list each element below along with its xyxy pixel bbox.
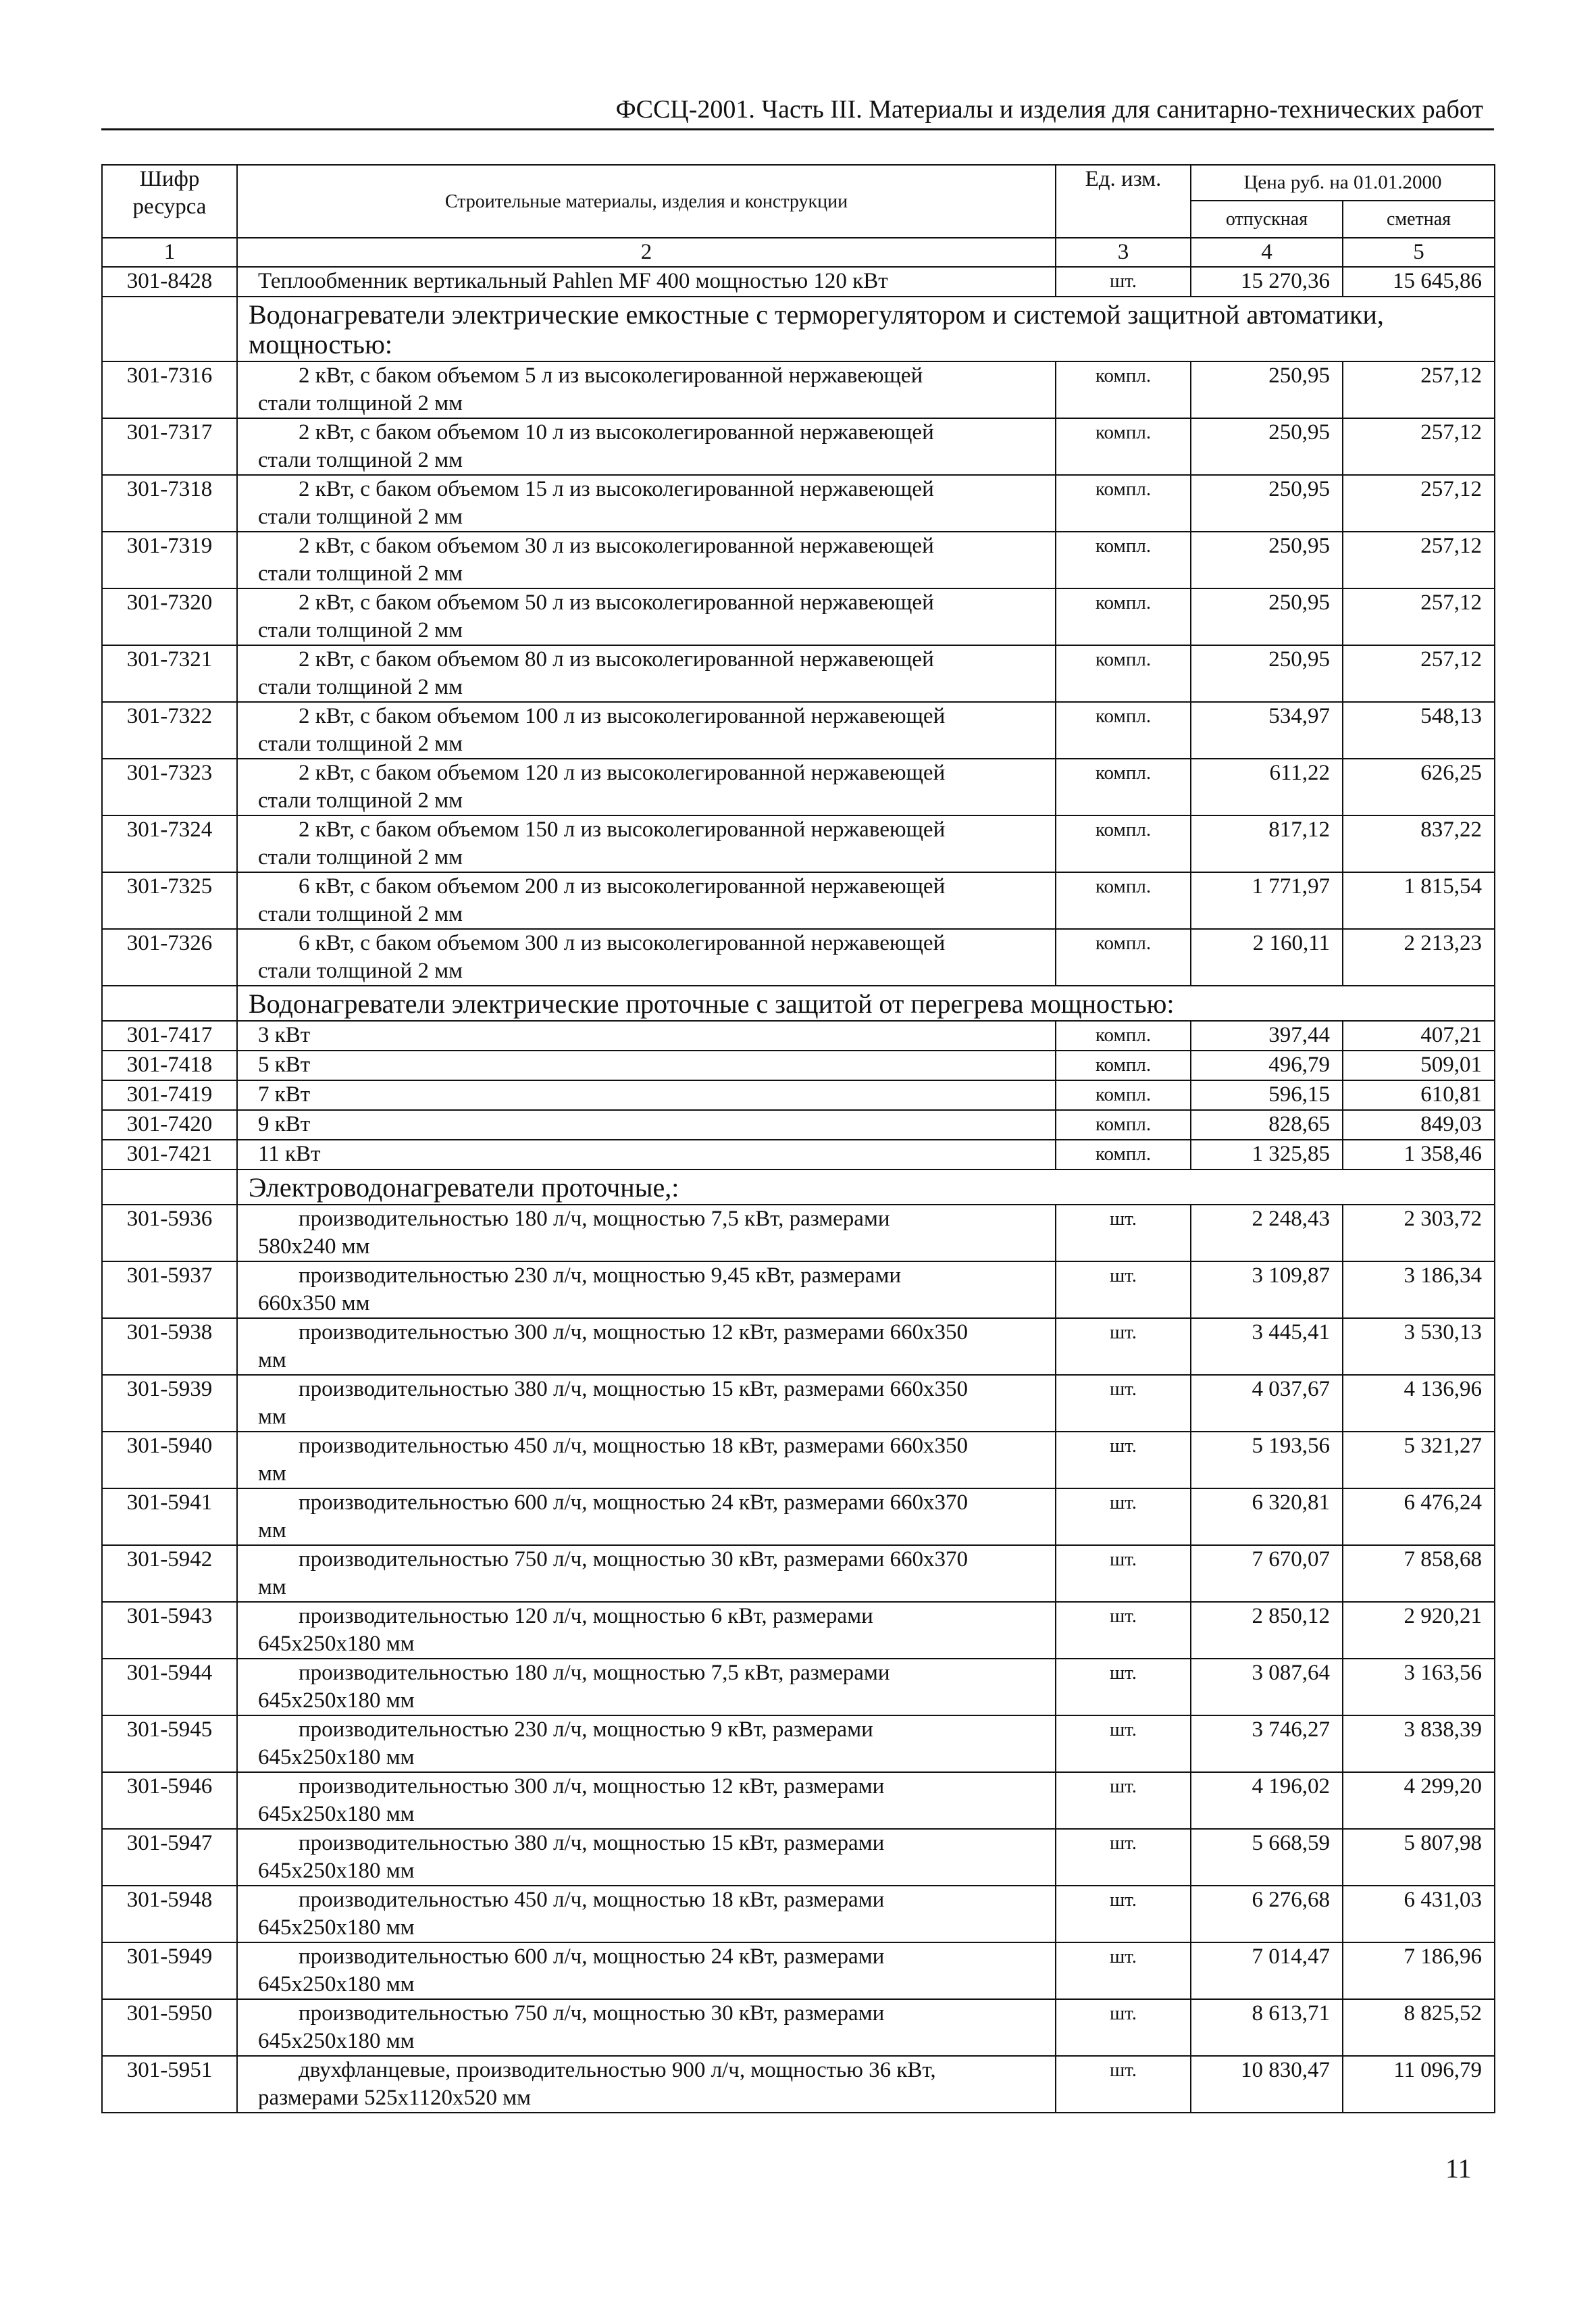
colnum-1: 1 (102, 238, 237, 267)
price-estimate: 8 825,52 (1343, 1999, 1495, 2056)
item-name-line1: 2 кВт, с баком объемом 5 л из высоколегированной нержавеющей (299, 363, 923, 388)
price-estimate: 1 815,54 (1343, 872, 1495, 929)
price-release: 2 248,43 (1191, 1205, 1343, 1261)
price-estimate: 4 299,20 (1343, 1772, 1495, 1829)
unit: компл. (1056, 475, 1191, 532)
resource-code: 301-5936 (102, 1205, 237, 1261)
item-name-line2: 645x250x180 мм (258, 1972, 415, 1996)
price-estimate: 11 096,79 (1343, 2056, 1495, 2113)
price-estimate: 15 645,86 (1343, 267, 1495, 297)
colnum-4: 4 (1191, 238, 1343, 267)
colnum-3: 3 (1056, 238, 1191, 267)
table-row (102, 1829, 1495, 1886)
unit: компл. (1056, 361, 1191, 418)
unit: шт. (1056, 1659, 1191, 1715)
resource-code: 301-7321 (102, 645, 237, 702)
item-name (237, 1051, 1056, 1080)
resource-code: 301-5940 (102, 1432, 237, 1488)
item-name (237, 1318, 1056, 1375)
resource-code: 301-5937 (102, 1261, 237, 1318)
price-release: 2 160,11 (1191, 929, 1343, 986)
price-estimate: 2 303,72 (1343, 1205, 1495, 1261)
price-release: 250,95 (1191, 418, 1343, 475)
price-estimate: 4 136,96 (1343, 1375, 1495, 1432)
price-estimate: 3 530,13 (1343, 1318, 1495, 1375)
price-estimate: 7 858,68 (1343, 1545, 1495, 1602)
item-name-line2: стали толщиной 2 мм (258, 448, 463, 472)
item-name (237, 588, 1056, 645)
item-name-line1: 3 кВт (258, 1023, 311, 1047)
table-row (102, 1021, 1495, 1051)
item-name-line2: стали толщиной 2 мм (258, 675, 463, 699)
header-unit: Ед. изм. (1056, 165, 1191, 238)
item-name-line2: 580x240 мм (258, 1234, 370, 1259)
table-row (102, 872, 1495, 929)
price-release: 817,12 (1191, 815, 1343, 872)
item-name (237, 475, 1056, 532)
item-name-line2: 645x250x180 мм (258, 1688, 415, 1713)
price-release: 828,65 (1191, 1110, 1343, 1140)
resource-code: 301-5945 (102, 1715, 237, 1772)
table-row (102, 475, 1495, 532)
item-name-line2: стали толщиной 2 мм (258, 618, 463, 643)
item-name-line1: производительностью 180 л/ч, мощностью 7,5 кВт, размерами (299, 1207, 890, 1231)
item-name-line2: 645x250x180 мм (258, 1859, 415, 1883)
price-estimate: 1 358,46 (1343, 1140, 1495, 1169)
price-release: 397,44 (1191, 1021, 1343, 1051)
item-name-line2: мм (258, 1518, 286, 1542)
section-code-cell (102, 1169, 237, 1205)
item-name-line2: 645x250x180 мм (258, 2029, 415, 2053)
section-row (102, 1169, 1495, 1205)
item-name-line1: 2 кВт, с баком объемом 10 л из высоколегированной нержавеющей (299, 420, 934, 445)
section-code-cell (102, 986, 237, 1021)
table-row (102, 1999, 1495, 2056)
section-title: Водонагреватели электрические емкостные с терморегулятором и системой защитной автоматики, мощностью: (237, 297, 1495, 361)
unit: компл. (1056, 702, 1191, 759)
table-row (102, 1110, 1495, 1140)
unit: шт. (1056, 1205, 1191, 1261)
table-row (102, 2056, 1495, 2113)
price-estimate: 6 431,03 (1343, 1886, 1495, 1942)
resource-code: 301-7317 (102, 418, 237, 475)
price-release: 10 830,47 (1191, 2056, 1343, 2113)
price-release: 15 270,36 (1191, 267, 1343, 297)
item-name-line1: 2 кВт, с баком объемом 50 л из высоколегированной нержавеющей (299, 590, 934, 615)
resource-code: 301-5942 (102, 1545, 237, 1602)
resource-code: 301-5948 (102, 1886, 237, 1942)
resource-code: 301-7323 (102, 759, 237, 815)
item-name-line2: 660x350 мм (258, 1291, 370, 1315)
item-name-line2: 645x250x180 мм (258, 1745, 415, 1769)
table-header-row (102, 165, 1495, 201)
resource-code: 301-5949 (102, 1942, 237, 1999)
item-name-line1: производительностью 750 л/ч, мощностью 30 кВт, размерами (299, 2001, 885, 2026)
resource-code: 301-7421 (102, 1140, 237, 1169)
table-row (102, 1432, 1495, 1488)
price-release: 250,95 (1191, 361, 1343, 418)
price-estimate: 257,12 (1343, 418, 1495, 475)
section-title: Электроводонагреватели проточные,: (237, 1169, 1495, 1205)
item-name-line1: 2 кВт, с баком объемом 150 л из высоколегированной нержавеющей (299, 818, 946, 842)
resource-code: 301-7420 (102, 1110, 237, 1140)
unit: шт. (1056, 1829, 1191, 1886)
table-row (102, 588, 1495, 645)
table-row (102, 1602, 1495, 1659)
section-row (102, 297, 1495, 361)
item-name-line1: 9 кВт (258, 1112, 311, 1136)
price-release: 3 746,27 (1191, 1715, 1343, 1772)
unit: шт. (1056, 2056, 1191, 2113)
unit: компл. (1056, 1021, 1191, 1051)
resource-code: 301-7326 (102, 929, 237, 986)
resource-code: 301-7325 (102, 872, 237, 929)
table-row (102, 1886, 1495, 1942)
item-name (237, 1545, 1056, 1602)
table-row (102, 1772, 1495, 1829)
unit: шт. (1056, 1772, 1191, 1829)
item-name-line2: стали толщиной 2 мм (258, 561, 463, 586)
item-name-line1: производительностью 230 л/ч, мощностью 9 кВт, размерами (299, 1717, 873, 1742)
resource-code: 301-5947 (102, 1829, 237, 1886)
item-name-line1: 2 кВт, с баком объемом 30 л из высоколегированной нержавеющей (299, 534, 934, 558)
unit: шт. (1056, 1545, 1191, 1602)
unit: компл. (1056, 1051, 1191, 1080)
item-name (237, 1140, 1056, 1169)
header-estimate: сметная (1343, 201, 1495, 238)
price-release: 2 850,12 (1191, 1602, 1343, 1659)
item-name-line2: размерами 525x1120x520 мм (258, 2086, 531, 2110)
colnum-5: 5 (1343, 238, 1495, 267)
item-name-line2: стали толщиной 2 мм (258, 845, 463, 870)
price-estimate: 548,13 (1343, 702, 1495, 759)
item-name-line2: мм (258, 1575, 286, 1599)
item-name-line1: производительностью 300 л/ч, мощностью 12 кВт, размерами 660x350 (299, 1320, 968, 1344)
price-release: 3 109,87 (1191, 1261, 1343, 1318)
price-estimate: 2 213,23 (1343, 929, 1495, 986)
item-name (237, 759, 1056, 815)
unit: компл. (1056, 1140, 1191, 1169)
price-estimate: 837,22 (1343, 815, 1495, 872)
item-name (237, 418, 1056, 475)
unit: шт. (1056, 1999, 1191, 2056)
price-estimate: 610,81 (1343, 1080, 1495, 1110)
item-name (237, 645, 1056, 702)
header-release: отпускная (1191, 201, 1343, 238)
price-table (101, 164, 1495, 2113)
item-name-line1: производительностью 450 л/ч, мощностью 18 кВт, размерами 660x350 (299, 1434, 968, 1458)
unit: шт. (1056, 1375, 1191, 1432)
resource-code: 301-5941 (102, 1488, 237, 1545)
item-name (237, 1432, 1056, 1488)
unit: шт. (1056, 1602, 1191, 1659)
table-row (102, 418, 1495, 475)
unit: компл. (1056, 588, 1191, 645)
unit: компл. (1056, 929, 1191, 986)
item-name-line1: производительностью 180 л/ч, мощностью 7,5 кВт, размерами (299, 1661, 890, 1685)
table-row (102, 1318, 1495, 1375)
section-row (102, 986, 1495, 1021)
header-code: Шифр ресурса (102, 165, 237, 238)
item-name-line1: производительностью 600 л/ч, мощностью 24 кВт, размерами (299, 1944, 885, 1969)
unit: шт. (1056, 1261, 1191, 1318)
price-release: 250,95 (1191, 475, 1343, 532)
price-release: 596,15 (1191, 1080, 1343, 1110)
item-name-line1: производительностью 450 л/ч, мощностью 18 кВт, размерами (299, 1888, 885, 1912)
resource-code: 301-5939 (102, 1375, 237, 1432)
item-name (237, 1080, 1056, 1110)
item-name-line2: стали толщиной 2 мм (258, 959, 463, 983)
resource-code: 301-7319 (102, 532, 237, 588)
item-name: Теплообменник вертикальный Pahlen MF 400 мощностью 120 кВт (237, 267, 1056, 297)
table-row (102, 1942, 1495, 1999)
price-estimate: 849,03 (1343, 1110, 1495, 1140)
unit: шт. (1056, 267, 1191, 297)
resource-code: 301-7418 (102, 1051, 237, 1080)
item-name (237, 1375, 1056, 1432)
resource-code: 301-5951 (102, 2056, 237, 2113)
item-name-line2: мм (258, 1405, 286, 1429)
unit: шт. (1056, 1488, 1191, 1545)
page-title: ФССЦ-2001. Часть III. Материалы и изделия для санитарно-технических работ (615, 95, 1483, 124)
unit: компл. (1056, 645, 1191, 702)
item-name-line1: 2 кВт, с баком объемом 120 л из высоколегированной нержавеющей (299, 761, 946, 785)
item-name (237, 361, 1056, 418)
price-estimate: 257,12 (1343, 645, 1495, 702)
item-name (237, 1110, 1056, 1140)
item-name-line1: производительностью 300 л/ч, мощностью 12 кВт, размерами (299, 1774, 885, 1799)
header-name: Строительные материалы, изделия и конструкции (237, 165, 1056, 238)
item-name-line2: стали толщиной 2 мм (258, 788, 463, 813)
table-row (102, 1375, 1495, 1432)
header-price: Цена руб. на 01.01.2000 (1191, 165, 1495, 201)
item-name-line1: производительностью 600 л/ч, мощностью 24 кВт, размерами 660x370 (299, 1490, 968, 1515)
item-name-line1: 11 кВт (258, 1142, 321, 1166)
section-title: Водонагреватели электрические проточные с защитой от перегрева мощностью: (237, 986, 1495, 1021)
item-name-line1: производительностью 230 л/ч, мощностью 9,45 кВт, размерами (299, 1263, 901, 1288)
item-name (237, 1205, 1056, 1261)
unit: компл. (1056, 1110, 1191, 1140)
resource-code: 301-5950 (102, 1999, 237, 2056)
price-release: 6 320,81 (1191, 1488, 1343, 1545)
price-estimate: 257,12 (1343, 361, 1495, 418)
table-row (102, 267, 1495, 297)
price-release: 7 670,07 (1191, 1545, 1343, 1602)
resource-code: 301-8428 (102, 267, 237, 297)
item-name (237, 872, 1056, 929)
item-name-line1: двухфланцевые, производительностью 900 л/ч, мощностью 36 кВт, (299, 2058, 936, 2082)
price-estimate: 3 163,56 (1343, 1659, 1495, 1715)
price-release: 8 613,71 (1191, 1999, 1343, 2056)
resource-code: 301-5944 (102, 1659, 237, 1715)
item-name-line2: мм (258, 1461, 286, 1486)
item-name (237, 1772, 1056, 1829)
price-release: 5 193,56 (1191, 1432, 1343, 1488)
item-name (237, 1021, 1056, 1051)
price-estimate: 5 807,98 (1343, 1829, 1495, 1886)
item-name-line1: 5 кВт (258, 1053, 311, 1077)
table-row (102, 1080, 1495, 1110)
price-release: 3 087,64 (1191, 1659, 1343, 1715)
page-header (101, 89, 1494, 130)
table-row (102, 1659, 1495, 1715)
unit: шт. (1056, 1942, 1191, 1999)
resource-code: 301-7322 (102, 702, 237, 759)
price-estimate: 626,25 (1343, 759, 1495, 815)
item-name-line1: 2 кВт, с баком объемом 15 л из высоколегированной нержавеющей (299, 477, 934, 501)
resource-code: 301-7324 (102, 815, 237, 872)
table-row (102, 361, 1495, 418)
price-release: 4 037,67 (1191, 1375, 1343, 1432)
item-name-line2: стали толщиной 2 мм (258, 732, 463, 756)
unit: шт. (1056, 1886, 1191, 1942)
price-estimate: 7 186,96 (1343, 1942, 1495, 1999)
item-name (237, 1886, 1056, 1942)
table-row (102, 1205, 1495, 1261)
item-name (237, 929, 1056, 986)
unit: компл. (1056, 815, 1191, 872)
table-row (102, 532, 1495, 588)
item-name-line2: стали толщиной 2 мм (258, 391, 463, 416)
item-name-line1: производительностью 380 л/ч, мощностью 15 кВт, размерами (299, 1831, 885, 1855)
table-row (102, 815, 1495, 872)
unit: шт. (1056, 1318, 1191, 1375)
price-estimate: 6 476,24 (1343, 1488, 1495, 1545)
table-row (102, 1715, 1495, 1772)
price-estimate: 509,01 (1343, 1051, 1495, 1080)
price-estimate: 257,12 (1343, 475, 1495, 532)
table-row (102, 759, 1495, 815)
price-release: 496,79 (1191, 1051, 1343, 1080)
unit: компл. (1056, 759, 1191, 815)
price-estimate: 3 838,39 (1343, 1715, 1495, 1772)
item-name-line2: 645x250x180 мм (258, 1802, 415, 1826)
item-name-line2: стали толщиной 2 мм (258, 902, 463, 926)
unit: компл. (1056, 872, 1191, 929)
item-name-line1: 6 кВт, с баком объемом 200 л из высоколегированной нержавеющей (299, 874, 946, 899)
item-name-line2: стали толщиной 2 мм (258, 505, 463, 529)
item-name-line1: 6 кВт, с баком объемом 300 л из высоколегированной нержавеющей (299, 931, 946, 955)
price-estimate: 2 920,21 (1343, 1602, 1495, 1659)
resource-code: 301-5938 (102, 1318, 237, 1375)
price-release: 5 668,59 (1191, 1829, 1343, 1886)
table-row (102, 1488, 1495, 1545)
item-name-line1: 2 кВт, с баком объемом 100 л из высоколегированной нержавеющей (299, 704, 946, 728)
table-row (102, 1261, 1495, 1318)
unit: шт. (1056, 1715, 1191, 1772)
unit: компл. (1056, 1080, 1191, 1110)
table-row (102, 1051, 1495, 1080)
table-row (102, 645, 1495, 702)
price-estimate: 257,12 (1343, 588, 1495, 645)
item-name-line1: производительностью 750 л/ч, мощностью 30 кВт, размерами 660x370 (299, 1547, 968, 1571)
resource-code: 301-5943 (102, 1602, 237, 1659)
item-name (237, 1488, 1056, 1545)
price-release: 7 014,47 (1191, 1942, 1343, 1999)
resource-code: 301-7316 (102, 361, 237, 418)
price-estimate: 3 186,34 (1343, 1261, 1495, 1318)
price-estimate: 257,12 (1343, 532, 1495, 588)
item-name-line2: мм (258, 1348, 286, 1372)
unit: компл. (1056, 418, 1191, 475)
price-estimate: 407,21 (1343, 1021, 1495, 1051)
item-name (237, 815, 1056, 872)
table-row (102, 1140, 1495, 1169)
colnum-2: 2 (237, 238, 1056, 267)
item-name-line2: 645x250x180 мм (258, 1632, 415, 1656)
price-release: 611,22 (1191, 759, 1343, 815)
price-estimate: 5 321,27 (1343, 1432, 1495, 1488)
item-name (237, 1942, 1056, 1999)
price-release: 534,97 (1191, 702, 1343, 759)
price-release: 4 196,02 (1191, 1772, 1343, 1829)
price-release: 250,95 (1191, 532, 1343, 588)
price-release: 6 276,68 (1191, 1886, 1343, 1942)
item-name (237, 532, 1056, 588)
page-number: 11 (1445, 2153, 1472, 2184)
item-name (237, 1999, 1056, 2056)
resource-code: 301-7318 (102, 475, 237, 532)
unit: шт. (1056, 1432, 1191, 1488)
item-name-line1: 7 кВт (258, 1082, 311, 1107)
table-row (102, 929, 1495, 986)
price-release: 250,95 (1191, 588, 1343, 645)
section-code-cell (102, 297, 237, 361)
item-name-line1: 2 кВт, с баком объемом 80 л из высоколегированной нержавеющей (299, 647, 934, 672)
price-release: 1 325,85 (1191, 1140, 1343, 1169)
item-name-line1: производительностью 120 л/ч, мощностью 6 кВт, размерами (299, 1604, 873, 1628)
item-name (237, 702, 1056, 759)
item-name (237, 1659, 1056, 1715)
unit: компл. (1056, 532, 1191, 588)
item-name (237, 1715, 1056, 1772)
resource-code: 301-7417 (102, 1021, 237, 1051)
item-name (237, 1602, 1056, 1659)
price-release: 250,95 (1191, 645, 1343, 702)
item-name-line2: 645x250x180 мм (258, 1915, 415, 1940)
item-name (237, 1829, 1056, 1886)
resource-code: 301-7419 (102, 1080, 237, 1110)
item-name (237, 2056, 1056, 2113)
item-name-line1: производительностью 380 л/ч, мощностью 15 кВт, размерами 660x350 (299, 1377, 968, 1401)
item-name (237, 1261, 1056, 1318)
price-release: 1 771,97 (1191, 872, 1343, 929)
price-release: 3 445,41 (1191, 1318, 1343, 1375)
column-number-row (102, 238, 1495, 267)
resource-code: 301-5946 (102, 1772, 237, 1829)
resource-code: 301-7320 (102, 588, 237, 645)
table-row (102, 1545, 1495, 1602)
table-row (102, 702, 1495, 759)
